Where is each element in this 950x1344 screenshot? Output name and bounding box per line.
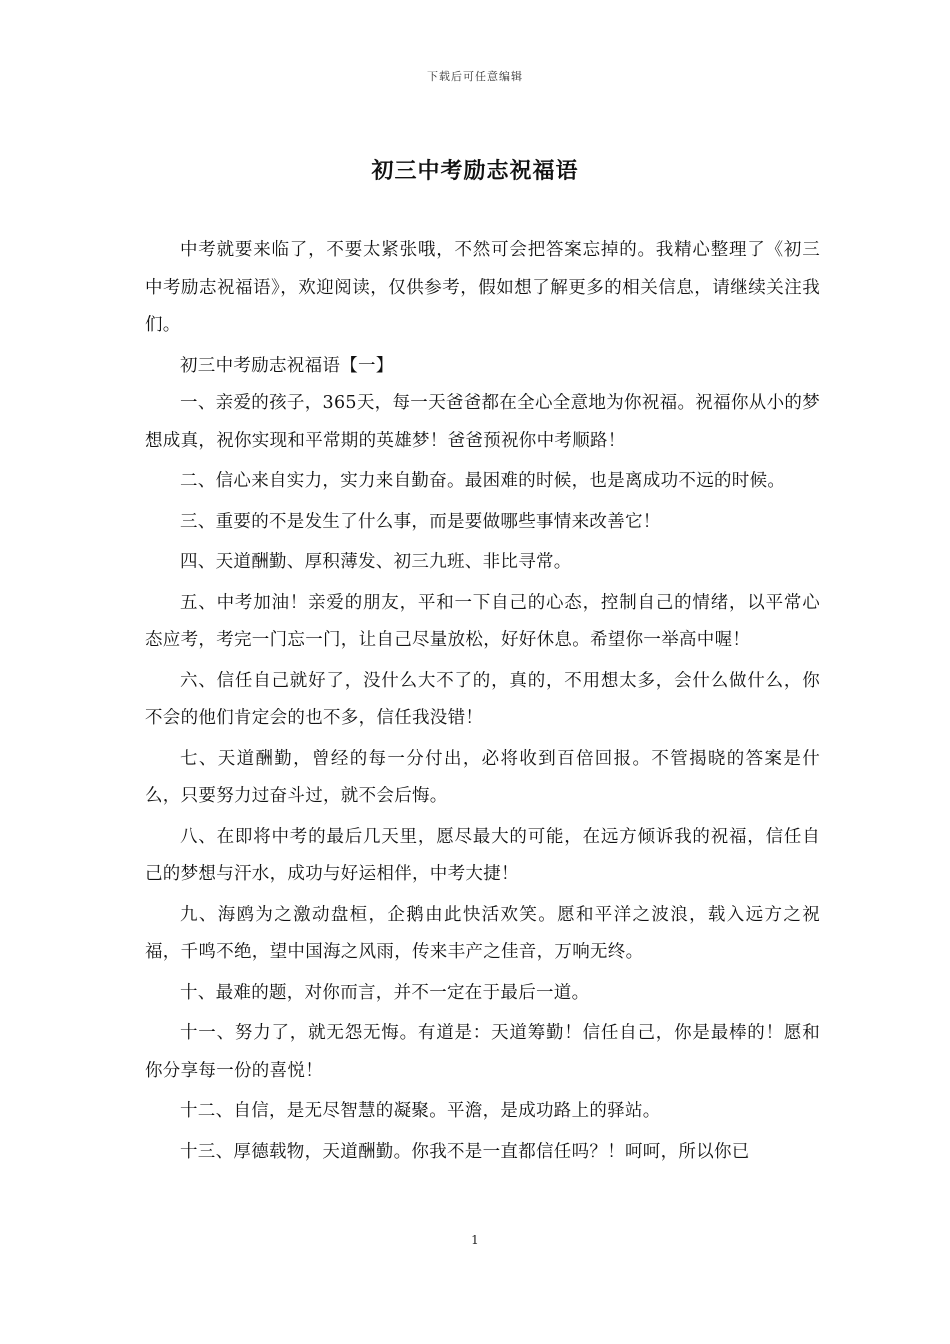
- intro-paragraph: 中考就要来临了，不要太紧张哦，不然可会把答案忘掉的。我精心整理了《初三中考励志祝福语》，欢迎阅读，仅供参考，假如想了解更多的相关信息，请继续关注我们。: [145, 240, 820, 335]
- page-title: 初三中考励志祝福语: [371, 158, 579, 184]
- wish-paragraph-6: 六、信任自己就好了，没什么大不了的，真的，不用想太多，会什么做什么，你不会的他们肯定会的也不多，信任我没错！: [145, 670, 820, 728]
- wish-paragraph-4: 四、天道酬勤、厚积薄发、初三九班、非比寻常。: [180, 552, 572, 572]
- wish-paragraph-3: 三、重要的不是发生了什么事，而是要做哪些事情来改善它！: [180, 511, 661, 532]
- wish-paragraph-13: 十三、厚德载物，天道酬勤。你我不是一直都信任吗？！呵呵，所以你已: [180, 1141, 750, 1162]
- wish-paragraph-2: 二、信心来自实力，实力来自勤奋。最困难的时候，也是离成功不远的时候。: [180, 471, 786, 491]
- wish-paragraph-11: 十一、努力了，就无怨无悔。有道是：天道筹勤！信任自己，你是最棒的！愿和你分享每一份的喜悦！: [145, 1023, 820, 1081]
- wish-paragraph-1: 一、亲爱的孩子，365天，每一天爸爸都在全心全意地为你祝福。祝福你从小的梦想成真，祝你实现和平常期的英雄梦！爸爸预祝你中考顺路！: [145, 393, 820, 451]
- document-body: [145, 232, 820, 1174]
- wish-paragraph-12: 十二、自信，是无尽智慧的凝聚。平澹，是成功路上的驿站。: [180, 1101, 661, 1121]
- wish-paragraph-9: 九、海鸥为之激动盘桓，企鹅由此快活欢笑。愿和平洋之波浪，载入远方之祝福，千鸣不绝，望中国海之风雨，传来丰产之佳音，万响无终。: [145, 904, 820, 962]
- wish-paragraph-8: 八、在即将中考的最后几天里，愿尽最大的可能，在远方倾诉我的祝福，信任自己的梦想与汗水，成功与好运相伴，中考大捷！: [145, 826, 820, 884]
- header-note: 下载后可任意编辑: [427, 70, 523, 83]
- wish-paragraph-7: 七、天道酬勤，曾经的每一分付出，必将收到百倍回报。不管揭晓的答案是什么，只要努力过奋斗过，就不会后悔。: [145, 748, 820, 806]
- page-number: 1: [471, 1233, 479, 1247]
- wish-paragraph-5: 五、中考加油！亲爱的朋友，平和一下自己的心态，控制自己的情绪，以平常心态应考，考完一门忘一门，让自己尽量放松，好好休息。希望你一举高中喔！: [145, 592, 820, 650]
- wish-paragraph-10: 十、最难的题，对你而言，并不一定在于最后一道。: [180, 982, 590, 1003]
- section-heading: 初三中考励志祝福语【一】: [180, 355, 394, 376]
